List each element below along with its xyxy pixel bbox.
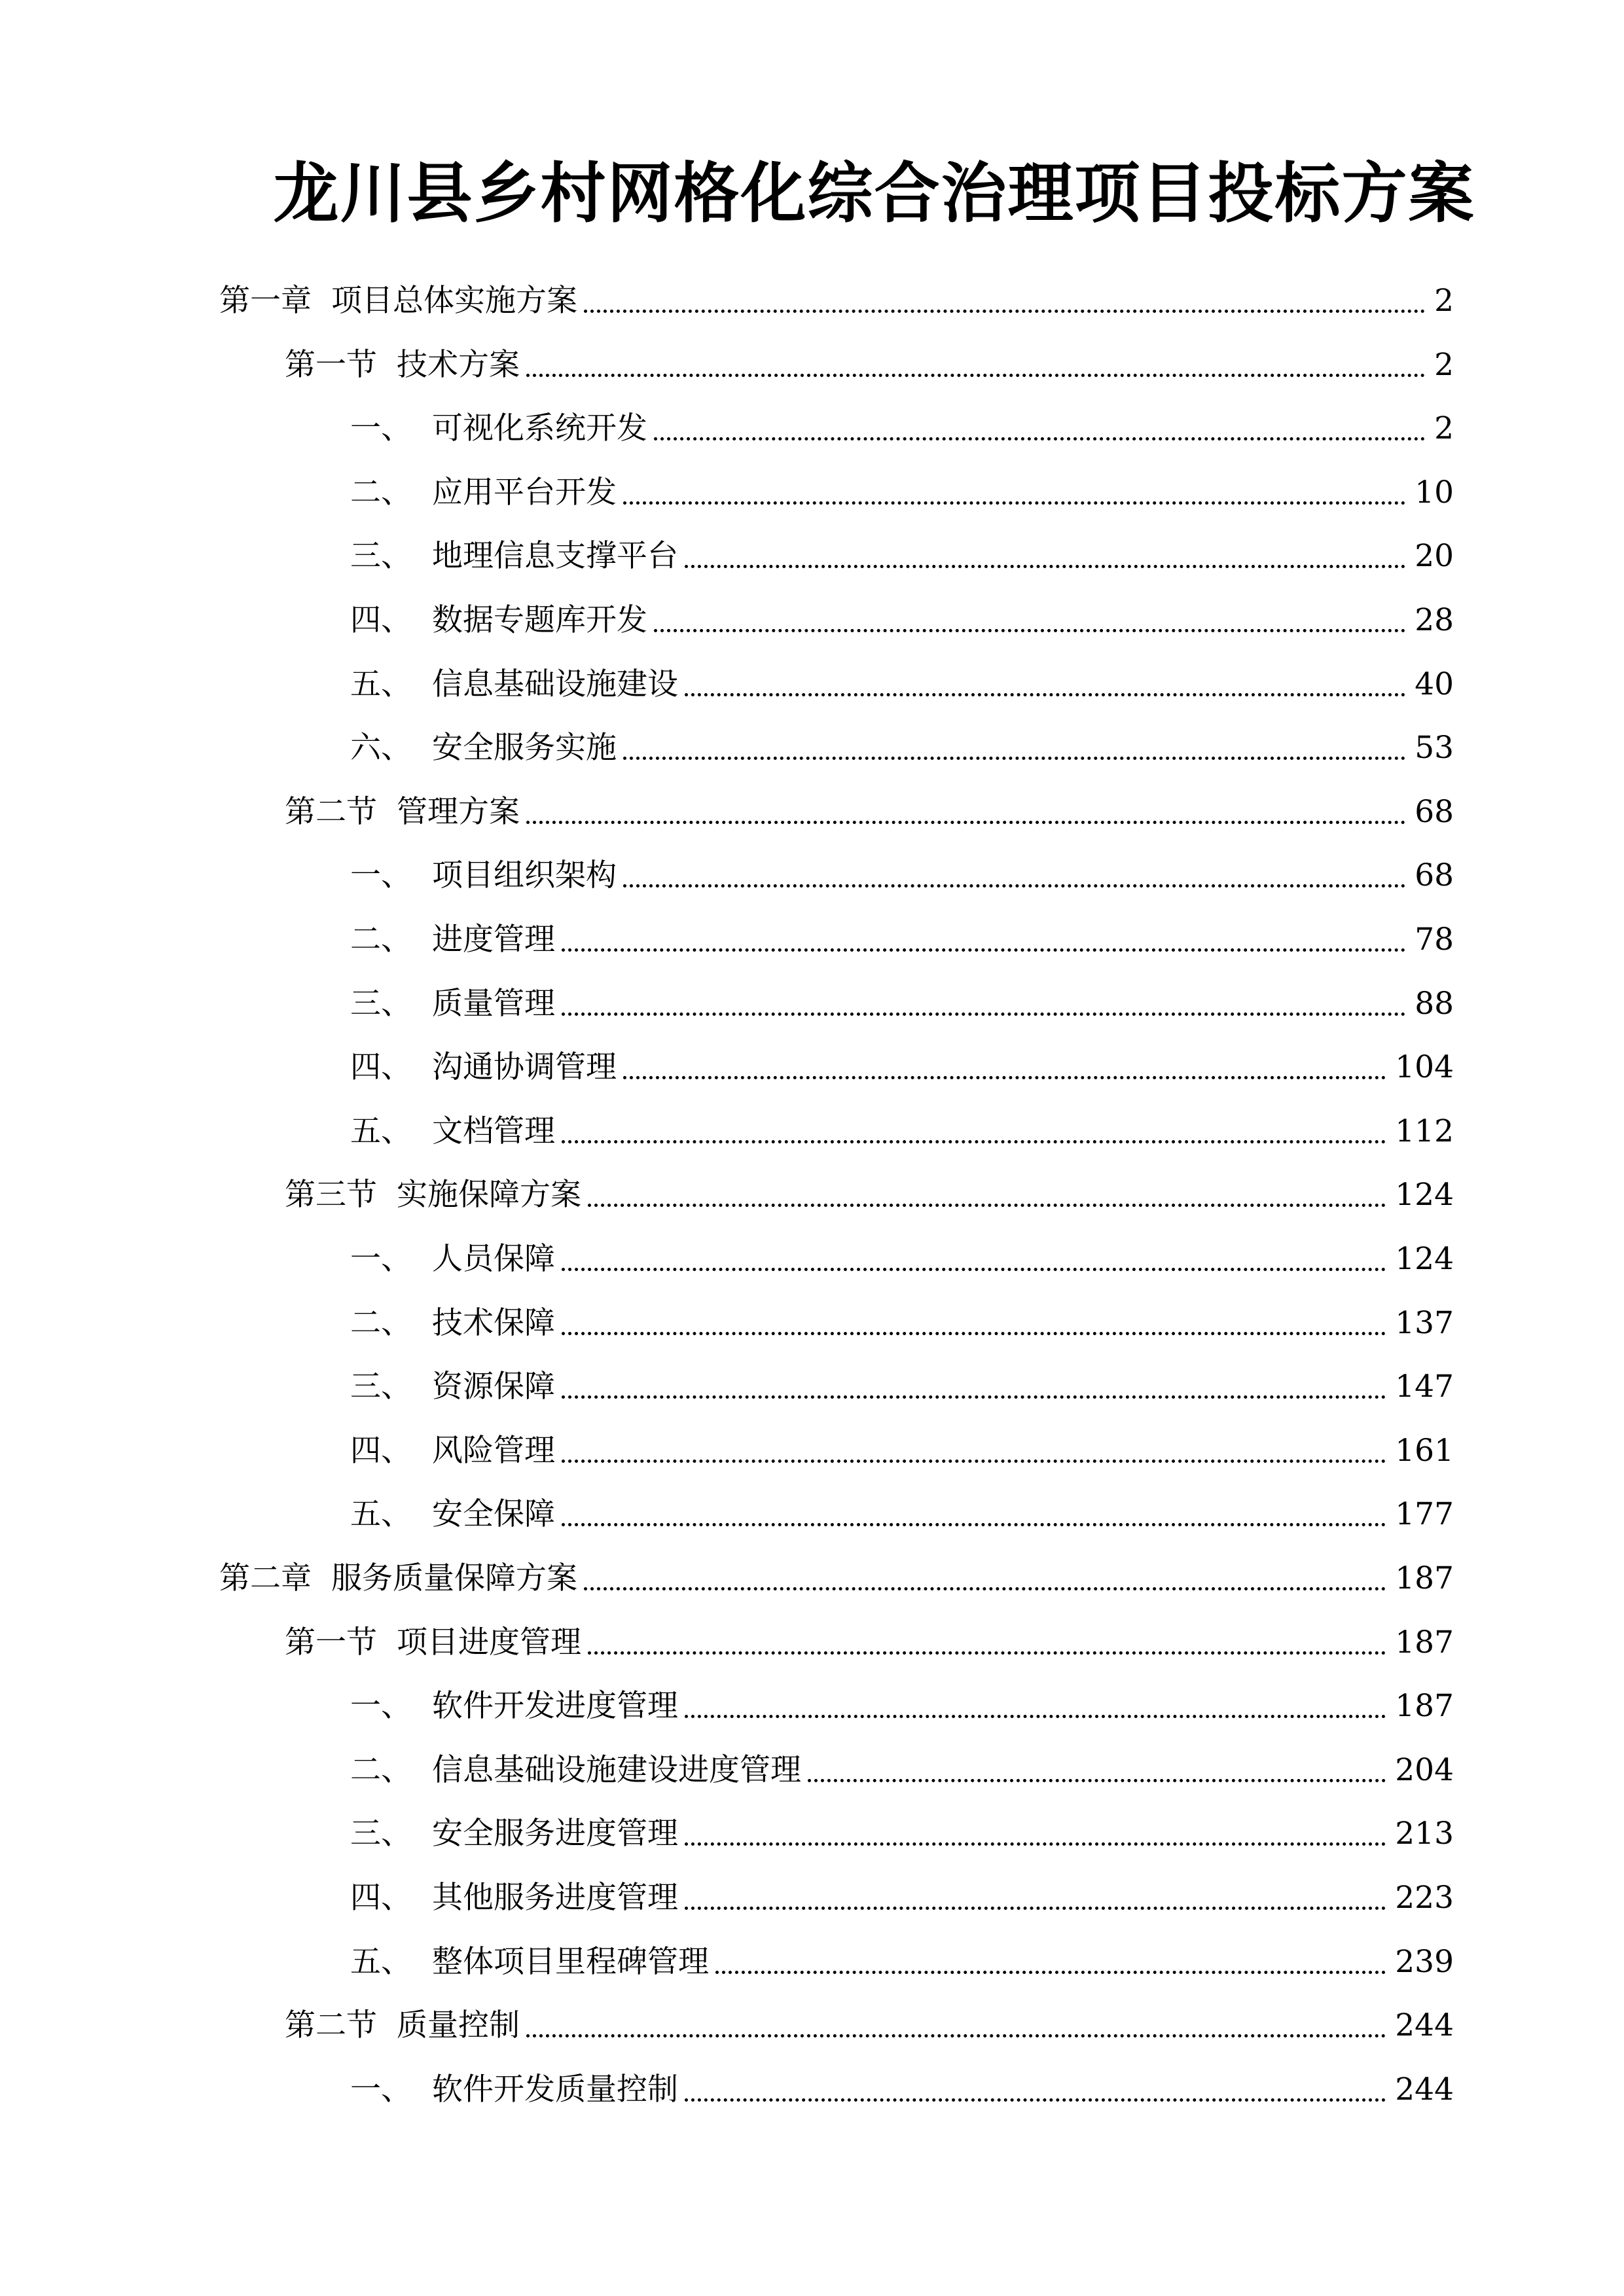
toc-entry[interactable] (0, 460, 1624, 512)
toc-entry-number: 一、 (350, 2071, 412, 2108)
toc-entry-title: 沟通协调管理 (432, 1049, 617, 1086)
toc-dot-leader (584, 310, 1425, 313)
toc-entry-number: 一、 (350, 857, 412, 894)
toc-dot-leader (685, 1842, 1386, 1846)
toc-entry-label (0, 920, 555, 960)
toc-entry-number: 第二节 (285, 2007, 377, 2044)
toc-entry[interactable] (0, 268, 1624, 321)
toc-entry-page-number: 2 (1434, 283, 1454, 319)
toc-entry-page-number: 104 (1395, 1049, 1454, 1086)
toc-entry-label (0, 1431, 555, 1471)
toc-entry-number: 二、 (350, 1304, 412, 1341)
toc-dot-leader (562, 1013, 1405, 1016)
toc-entry[interactable] (0, 1610, 1624, 1662)
toc-entry-page-number: 239 (1395, 1943, 1454, 1980)
toc-entry-page-number: 68 (1415, 857, 1454, 894)
toc-entry-label (0, 1559, 577, 1598)
toc-entry-number: 二、 (350, 1751, 412, 1788)
toc-entry[interactable] (0, 1162, 1624, 1215)
toc-entry-page-number: 2 (1434, 410, 1454, 447)
toc-entry-label (0, 1240, 555, 1279)
toc-entry-number: 三、 (350, 1369, 412, 1405)
toc-dot-leader (584, 1587, 1386, 1590)
toc-entry-title: 管理方案 (397, 793, 520, 830)
toc-entry-title: 实施保障方案 (397, 1177, 581, 1213)
toc-entry-number: 一、 (350, 1241, 412, 1277)
toc-entry-title: 整体项目里程碑管理 (432, 1943, 709, 1980)
document-title: 龙川县乡村网格化综合治理项目投标方案 (273, 154, 1475, 232)
toc-entry-title: 信息基础设施建设进度管理 (432, 1751, 801, 1788)
toc-entry-title: 人员保障 (432, 1241, 555, 1277)
toc-entry-number: 一、 (350, 1688, 412, 1725)
toc-entry-label (0, 1878, 678, 1918)
toc-entry[interactable] (0, 843, 1624, 895)
toc-dot-leader (562, 1268, 1386, 1271)
toc-entry-label (0, 665, 678, 704)
toc-dot-leader (623, 884, 1405, 888)
toc-entry[interactable] (0, 1929, 1624, 1982)
toc-dot-leader (623, 1076, 1386, 1079)
toc-entry-number: 五、 (350, 666, 412, 702)
toc-dot-leader (588, 1204, 1386, 1207)
toc-entry-page-number: 28 (1415, 602, 1454, 638)
toc-entry-title: 软件开发进度管理 (432, 1688, 678, 1725)
toc-entry[interactable] (0, 1418, 1624, 1471)
toc-entry-title: 技术方案 (397, 346, 520, 383)
toc-entry-page-number: 187 (1395, 1688, 1454, 1725)
toc-entry-label (0, 1367, 555, 1407)
toc-dot-leader (654, 629, 1405, 632)
toc-entry[interactable] (0, 1291, 1624, 1343)
toc-dot-leader (562, 1140, 1386, 1143)
toc-entry-number: 五、 (350, 1113, 412, 1149)
toc-entry-number: 三、 (350, 985, 412, 1022)
toc-entry-title: 风险管理 (432, 1432, 555, 1469)
toc-entry-page-number: 244 (1395, 2071, 1454, 2108)
toc-entry-number: 四、 (350, 1432, 412, 1469)
toc-entry[interactable] (0, 1482, 1624, 1534)
toc-entry[interactable] (0, 588, 1624, 640)
toc-entry-page-number: 20 (1415, 538, 1454, 575)
toc-entry-page-number: 137 (1395, 1304, 1454, 1341)
toc-entry-title: 安全保障 (432, 1496, 555, 1533)
toc-entry[interactable] (0, 2057, 1624, 2109)
toc-entry[interactable] (0, 1993, 1624, 2045)
toc-entry-title: 安全服务进度管理 (432, 1816, 678, 1852)
toc-entry-title: 应用平台开发 (432, 474, 617, 511)
toc-dot-leader (808, 1779, 1386, 1782)
toc-entry-number: 第一节 (285, 346, 377, 383)
toc-entry-title: 质量管理 (432, 985, 555, 1022)
toc-entry-number: 四、 (350, 1049, 412, 1086)
toc-entry-title: 技术保障 (432, 1304, 555, 1341)
toc-entry-title: 可视化系统开发 (432, 410, 647, 447)
toc-entry-title: 项目组织架构 (432, 857, 617, 894)
toc-entry-number: 第三节 (285, 1177, 377, 1213)
toc-entry[interactable] (0, 1865, 1624, 1918)
toc-entry-label (0, 346, 520, 385)
toc-dot-leader (685, 1715, 1386, 1718)
toc-dot-leader (562, 1395, 1386, 1399)
toc-entry-label (0, 281, 577, 321)
toc-dot-leader (654, 437, 1425, 440)
toc-entry-title: 数据专题库开发 (432, 602, 647, 638)
toc-entry-page-number: 112 (1395, 1113, 1454, 1149)
toc-entry-number: 五、 (350, 1943, 412, 1980)
toc-entry-page-number: 187 (1395, 1560, 1454, 1596)
toc-entry-page-number: 10 (1415, 474, 1454, 511)
toc-entry-label (0, 793, 520, 832)
toc-dot-leader (526, 374, 1425, 377)
toc-entry-label (0, 601, 647, 640)
toc-entry-title: 项目进度管理 (397, 1624, 581, 1660)
toc-entry-page-number: 204 (1395, 1751, 1454, 1788)
toc-entry-page-number: 147 (1395, 1369, 1454, 1405)
toc-entry-page-number: 187 (1395, 1624, 1454, 1660)
toc-entry-number: 第一章 (219, 283, 312, 319)
toc-entry-title: 质量控制 (397, 2007, 520, 2044)
toc-entry-page-number: 223 (1395, 1880, 1454, 1916)
toc-entry[interactable] (0, 907, 1624, 960)
toc-dot-leader (685, 2098, 1386, 2102)
toc-dot-leader (685, 693, 1405, 696)
toc-entry-label (0, 1112, 555, 1151)
toc-entry-label (0, 1814, 678, 1854)
toc-entry-number: 四、 (350, 1880, 412, 1916)
toc-entry-page-number: 40 (1415, 666, 1454, 702)
toc-entry-label (0, 1495, 555, 1534)
toc-dot-leader (562, 948, 1405, 952)
toc-entry-label (0, 2006, 520, 2045)
toc-entry-number: 五、 (350, 1496, 412, 1533)
toc-entry-number: 二、 (350, 922, 412, 958)
toc-entry-title: 信息基础设施建设 (432, 666, 678, 702)
toc-entry-page-number: 78 (1415, 922, 1454, 958)
toc-entry-number: 一、 (350, 410, 412, 447)
toc-entry-label (0, 473, 617, 512)
toc-entry-label (0, 537, 678, 576)
toc-entry[interactable] (0, 524, 1624, 576)
toc-entry-title: 服务质量保障方案 (331, 1560, 577, 1596)
toc-dot-leader (562, 1523, 1386, 1526)
toc-entry-number: 六、 (350, 730, 412, 766)
toc-entry-title: 文档管理 (432, 1113, 555, 1149)
toc-dot-leader (526, 821, 1405, 824)
toc-entry-page-number: 161 (1395, 1432, 1454, 1469)
toc-entry[interactable] (0, 1099, 1624, 1151)
toc-dot-leader (685, 1907, 1386, 1910)
toc-entry[interactable] (0, 1227, 1624, 1279)
toc-entry-label (0, 728, 617, 768)
toc-entry-number: 第一节 (285, 1624, 377, 1660)
toc-entry-number: 第二节 (285, 793, 377, 830)
toc-entry-number: 三、 (350, 1816, 412, 1852)
toc-dot-leader (623, 757, 1405, 760)
toc-entry-label (0, 409, 647, 448)
toc-entry-title: 安全服务实施 (432, 730, 617, 766)
toc-entry-number: 四、 (350, 602, 412, 638)
toc-dot-leader (715, 1971, 1386, 1974)
toc-entry[interactable] (0, 1738, 1624, 1790)
toc-entry[interactable] (0, 396, 1624, 448)
toc-entry-page-number: 124 (1395, 1177, 1454, 1213)
toc-entry-title: 软件开发质量控制 (432, 2071, 678, 2108)
toc-entry-label (0, 1048, 617, 1087)
toc-entry-label (0, 1687, 678, 1726)
toc-entry-label (0, 1623, 581, 1662)
toc-entry-title: 资源保障 (432, 1369, 555, 1405)
toc-dot-leader (526, 2034, 1386, 2037)
toc-entry[interactable] (0, 715, 1624, 768)
toc-entry-title: 进度管理 (432, 922, 555, 958)
toc-entry-title: 其他服务进度管理 (432, 1880, 678, 1916)
toc-entry-number: 第二章 (219, 1560, 312, 1596)
toc-entry-number: 二、 (350, 474, 412, 511)
toc-entry-label (0, 1304, 555, 1343)
toc-entry-title: 地理信息支撑平台 (432, 538, 678, 575)
toc-dot-leader (562, 1460, 1386, 1463)
toc-entry-page-number: 53 (1415, 730, 1454, 766)
toc-entry[interactable] (0, 1035, 1624, 1087)
toc-entry[interactable] (0, 1354, 1624, 1407)
toc-entry[interactable] (0, 652, 1624, 704)
toc-entry[interactable] (0, 971, 1624, 1024)
toc-entry[interactable] (0, 1801, 1624, 1854)
toc-entry[interactable] (0, 780, 1624, 832)
toc-dot-leader (562, 1332, 1386, 1335)
toc-dot-leader (588, 1651, 1386, 1655)
toc-entry-label (0, 984, 555, 1024)
toc-entry-page-number: 213 (1395, 1816, 1454, 1852)
toc-entry-page-number: 124 (1395, 1241, 1454, 1277)
toc-entry-title: 项目总体实施方案 (331, 283, 577, 319)
toc-entry-label (0, 856, 617, 895)
toc-entry-label (0, 1751, 801, 1790)
toc-entry-label (0, 1943, 709, 1982)
toc-entry-number: 三、 (350, 538, 412, 575)
toc-entry-page-number: 88 (1415, 985, 1454, 1022)
toc-entry[interactable] (0, 1674, 1624, 1726)
toc-entry-page-number: 2 (1434, 346, 1454, 383)
toc-entry-page-number: 244 (1395, 2007, 1454, 2044)
toc-entry-page-number: 68 (1415, 793, 1454, 830)
toc-entry-label (0, 2070, 678, 2109)
toc-entry-page-number: 177 (1395, 1496, 1454, 1533)
toc-entry[interactable] (0, 332, 1624, 385)
toc-dot-leader (623, 501, 1405, 505)
toc-entry-label (0, 1175, 581, 1215)
toc-dot-leader (685, 565, 1405, 568)
toc-entry[interactable] (0, 1546, 1624, 1598)
